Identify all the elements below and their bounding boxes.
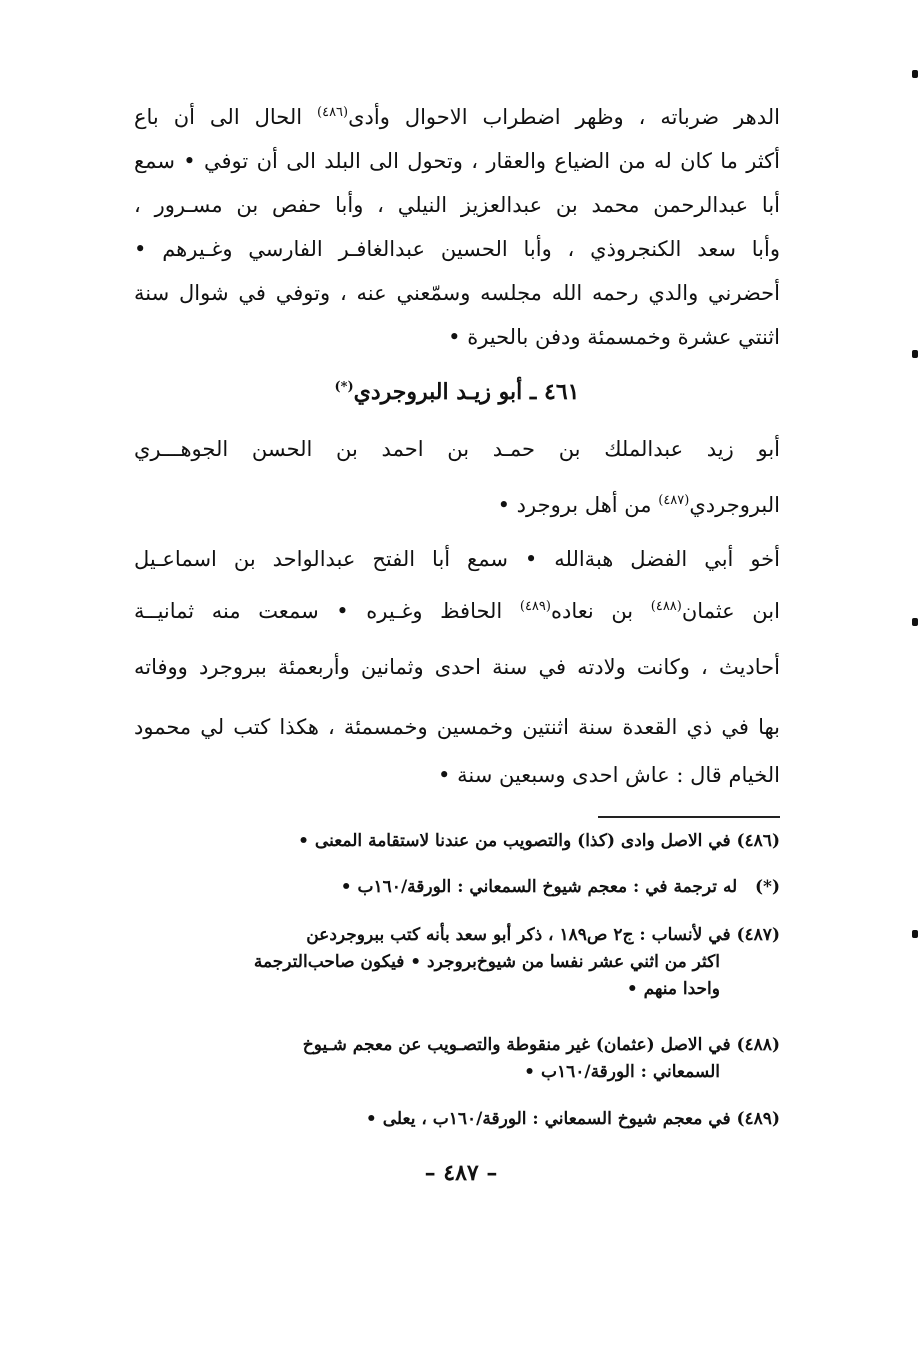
footnote-separator	[598, 816, 780, 818]
scan-mark	[912, 930, 918, 938]
text-segment: من أهل بروجرد •	[497, 493, 652, 517]
text-line: الخيام قال : عاش احدى وسبعين سنة •	[438, 763, 780, 787]
footnote-ref[interactable]: (٤٨٩)	[519, 599, 551, 614]
footnote-number: (٤٨٨)	[736, 1035, 780, 1055]
text-segment: بن نعاده	[550, 599, 634, 623]
text-segment: الحال الى أن باع	[134, 105, 303, 129]
text-line: وأبا سعد الكنجروذي ، وأبا الحسين عبدالغافـر الفارسي وغـيرهم •	[134, 237, 780, 261]
footnote-text: في الاصل وادى (كذا) والتصويب من عندنا لاستقامة المعنى •	[298, 831, 731, 851]
text-segment: البروجردي	[689, 493, 780, 517]
text-segment: الدهر ضرباته ، وظهر اضطراب الاحوال وأدى	[348, 105, 780, 129]
footnote	[134, 1032, 780, 1086]
footnote	[134, 874, 780, 901]
footnote	[134, 1106, 780, 1133]
footnote-number: (*)	[755, 877, 780, 897]
text-line: أكثر ما كان له من الضياع والعقار ، وتحول الى البلد الى أن توفي • سمع	[134, 149, 780, 173]
footnote-ref[interactable]: (٤٨٦)	[317, 105, 349, 120]
entry-heading	[134, 376, 780, 408]
footnote-ref[interactable]: (٤٨٧)	[658, 493, 690, 508]
text-line	[134, 490, 780, 520]
footnote-text: في معجم شيوخ السمعاني : الورقة/١٦٠ب ، يعلى •	[365, 1109, 731, 1129]
footnote-number: (٤٨٦)	[736, 831, 780, 851]
footnote	[134, 828, 780, 855]
footnote-line	[134, 922, 780, 949]
scan-mark	[912, 618, 918, 626]
text-segment: الحافظ وغـيره • سمعت منه ثمانيــة	[134, 599, 503, 623]
footnote-ref[interactable]: (٤٨٨)	[650, 599, 682, 614]
footnote-text: في الاصل (عثمان) غير منقوطة والتصـويب عن معجم شـيوخ	[302, 1035, 731, 1055]
footnote-line: السمعاني : الورقة/١٦٠ب •	[524, 1062, 720, 1082]
footnote-line	[134, 1032, 780, 1059]
scan-mark	[912, 350, 918, 358]
text-line: اثنتي عشرة وخمسمئة ودفن بالحيرة •	[448, 325, 780, 349]
text-line: بها في ذي القعدة سنة اثنتين وخمسين وخمسمئة ، هكذا كتب لي محمود	[134, 715, 780, 739]
page-number: – ٤٨٧ –	[424, 1160, 498, 1186]
footnote-text: في لأنساب : ج٢ ص١٨٩ ، ذكر أبو سعد بأنه كتب ببروجردعن	[306, 925, 731, 945]
footnote-number: (٤٨٧)	[736, 925, 780, 945]
footnote-line: اكثر من اثني عشر نفسا من شيوخ‌بروجرد • فيكون صاحب‌الترجمة	[253, 952, 720, 972]
text-line: أحاديث ، وكانت ولادته في سنة احدى وثمانين وأربعمئة ببروجرد ووفاته	[134, 655, 780, 679]
text-line	[134, 596, 780, 626]
text-line: أخو أبي الفضل هبةالله • سمع أبا الفتح عبدالواحد بن اسماعـيل	[134, 547, 780, 571]
text-line	[134, 102, 780, 132]
text-line: أبو زيد عبدالملك بن حمـد بن احمد بن الحسن الجوهـــري	[134, 437, 780, 461]
heading-text: ٤٦١ ـ أبو زيـد البروجردي	[353, 379, 580, 405]
footnote-text: له ترجمة في : معجم شيوخ السمعاني : الورقة/١٦٠ب •	[340, 877, 738, 897]
footnote-ref[interactable]: (*)	[334, 379, 354, 395]
footnote-number: (٤٨٩)	[736, 1109, 780, 1129]
text-line: أبا عبدالرحمن محمد بن عبدالعزيز النيلي ، وأبا حفص بن مسـرور ،	[134, 193, 780, 217]
scan-mark	[912, 70, 918, 78]
text-segment: ابن عثمان	[681, 599, 780, 623]
footnote	[134, 922, 780, 1003]
text-line: أحضرني والدي رحمه الله مجلسه وسمّعني عنه ، وتوفي في شوال سنة	[134, 281, 780, 305]
footnote-line: واحدا منهم •	[626, 979, 720, 999]
